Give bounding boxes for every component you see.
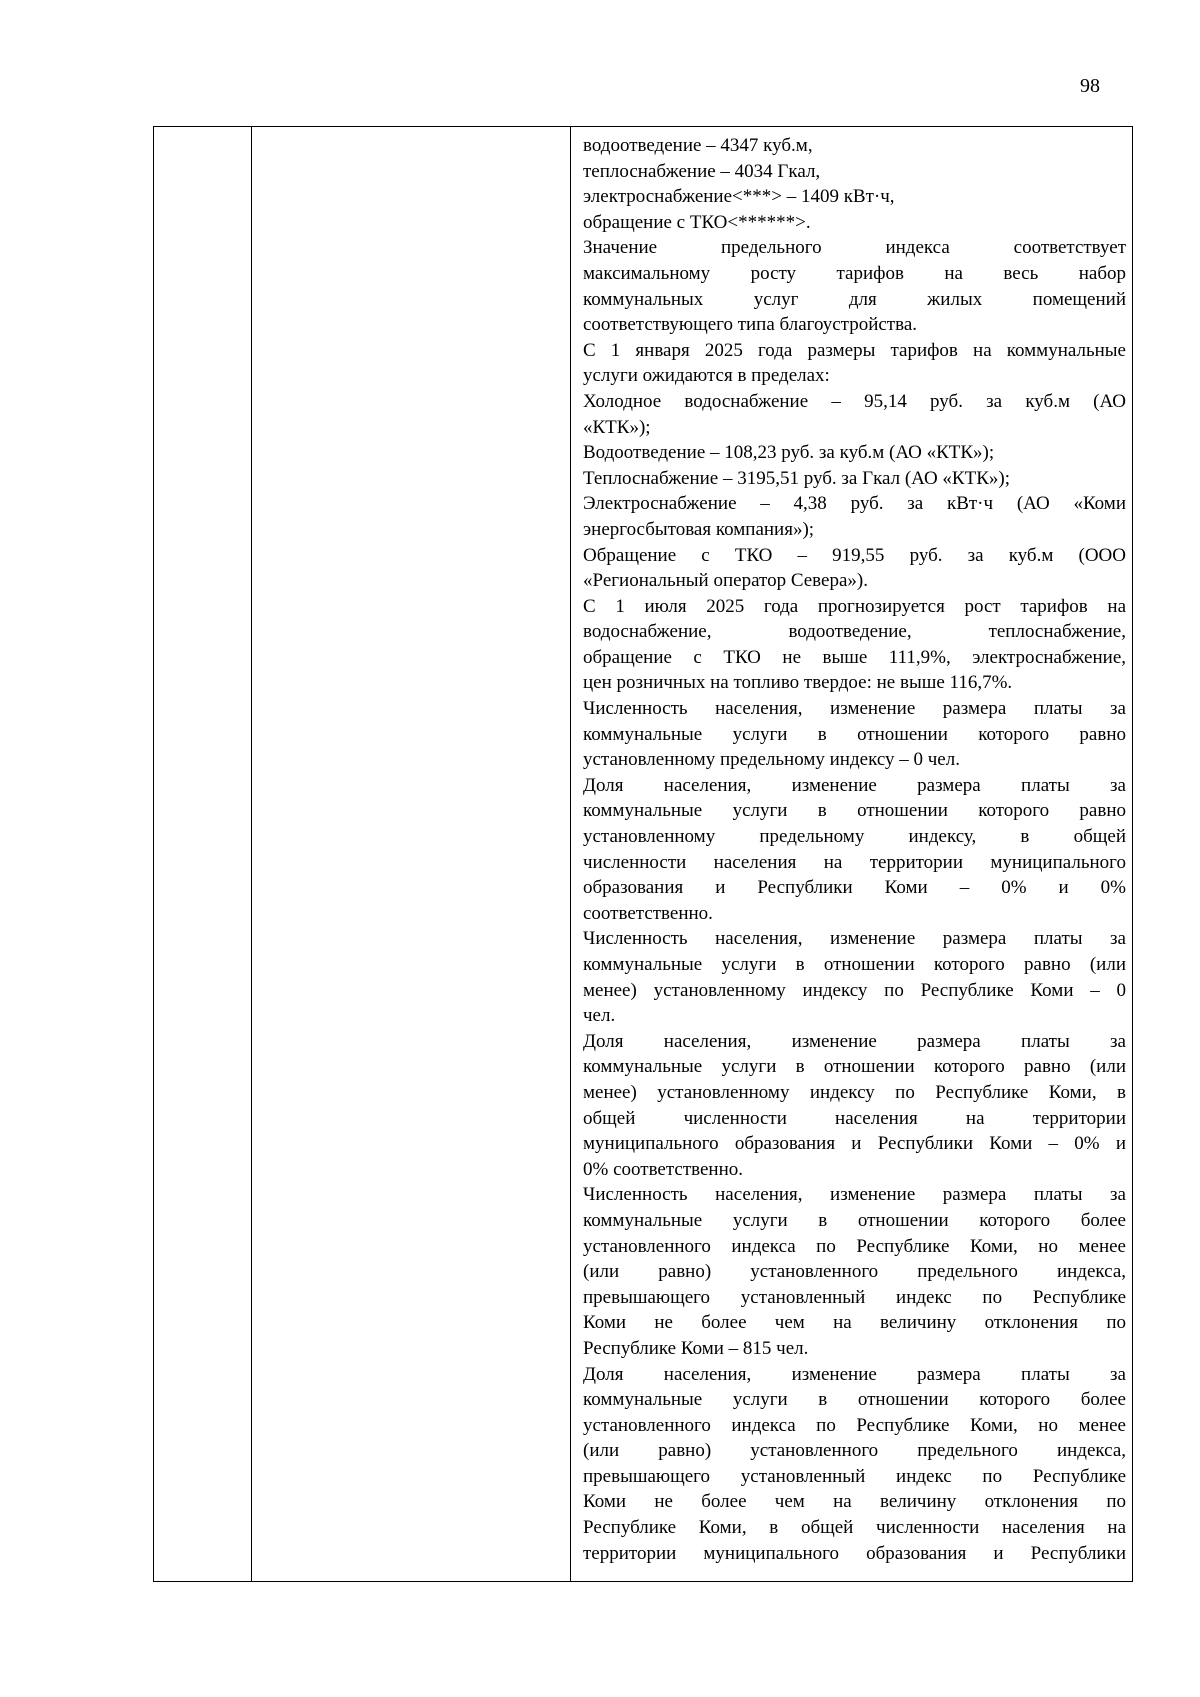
text-line: услуги ожидаются в пределах: [583,365,830,387]
text-line: энергосбытовая компания»); [583,518,815,540]
text-line: Численность населения, изменение размера платы за [583,698,1126,720]
text-line: обращение с ТКО<******>. [583,211,811,233]
text-line: коммунальных услуг для жилых помещений [583,288,1126,310]
text-line: соответственно. [583,902,713,924]
text-line: менее) установленному индексу по Республике Коми, в [583,1081,1126,1103]
text-line: муниципального образования и Республики Коми – 0% и [583,1133,1126,1155]
text-line: Коми не более чем на величину отклонения по [583,1491,1126,1513]
text-line: «КТК»); [583,416,651,438]
text-line: общей численности населения на территории [583,1107,1126,1129]
text-line: превышающего установленный индекс по Республике [583,1465,1126,1487]
text-line: Водоотведение – 108,23 руб. за куб.м (АО «КТК»); [583,442,995,464]
text-line: установленного индекса по Республике Коми, но менее [583,1414,1126,1436]
document-table [153,126,1133,1582]
text-line: Численность населения, изменение размера платы за [583,928,1126,950]
text-line: Обращение с ТКО – 919,55 руб. за куб.м (ООО [583,544,1126,566]
table-cell-index [154,127,252,1582]
text-line: С 1 июля 2025 года прогнозируется рост тарифов на [583,595,1126,617]
text-line: превышающего установленный индекс по Республике [583,1286,1126,1308]
table-cell-description [571,127,1133,1582]
text-line: водоотведение – 4347 куб.м, [583,135,813,156]
text-line: максимальному росту тарифов на весь набор [583,262,1126,284]
text-line: водоснабжение, водоотведение, теплоснабжение, [583,621,1126,643]
text-line: Электроснабжение – 4,38 руб. за кВт·ч (АО «Коми [583,493,1126,515]
text-line: 0% соответственно. [583,1158,744,1180]
text-line: Доля населения, изменение размера платы за [583,1030,1126,1052]
text-line: обращение с ТКО не выше 111,9%, электроснабжение, [583,646,1126,668]
text-line: соответствующего типа благоустройства. [583,314,918,336]
text-line: коммунальные услуги в отношении которого более [583,1389,1126,1411]
text-line: численности населения на территории муниципального [583,851,1126,873]
text-line: установленному предельному индексу – 0 чел. [583,749,960,771]
cell-text-block [571,127,1132,1581]
text-line: Республике Коми, в общей численности населения на [583,1517,1126,1539]
text-line: Теплоснабжение – 3195,51 руб. за Гкал (АО «КТК»); [583,467,1010,489]
text-line: цен розничных на топливо твердое: не выше 116,7%. [583,672,1013,694]
text-line: территории муниципального образования и Республики [583,1542,1126,1564]
text-line: электроснабжение<***> – 1409 кВт·ч, [583,186,895,208]
text-line: (или равно) установленного предельного индекса, [583,1440,1126,1462]
text-line: коммунальные услуги в отношении которого равно [583,800,1126,822]
text-line: менее) установленному индексу по Республике Коми – 0 [583,979,1126,1001]
text-line: коммунальные услуги в отношении которого равно (или [583,1056,1126,1078]
text-line: теплоснабжение – 4034 Гкал, [583,160,821,182]
text-line: Республике Коми – 815 чел. [583,1337,809,1359]
text-line: Значение предельного индекса соответствует [583,237,1126,259]
text-line: Холодное водоснабжение – 95,14 руб. за куб.м (АО [583,390,1126,412]
text-line: Доля населения, изменение размера платы за [583,774,1126,796]
text-line: установленному предельному индексу, в общей [583,826,1126,848]
text-line: образования и Республики Коми – 0% и 0% [583,877,1126,899]
text-line: коммунальные услуги в отношении которого более [583,1209,1126,1231]
text-line: Численность населения, изменение размера платы за [583,1184,1126,1206]
table-cell-indicator [252,127,571,1582]
table-row [154,127,1133,1582]
text-line: Доля населения, изменение размера платы за [583,1363,1126,1385]
text-line: коммунальные услуги в отношении которого равно [583,723,1126,745]
text-line: Коми не более чем на величину отклонения по [583,1312,1126,1334]
text-line: чел. [583,1005,616,1027]
text-line: коммунальные услуги в отношении которого равно (или [583,954,1126,975]
text-line: (или равно) установленного предельного индекса, [583,1261,1126,1283]
text-line: С 1 января 2025 года размеры тарифов на коммунальные [583,339,1126,361]
text-line: установленного индекса по Республике Коми, но менее [583,1235,1126,1257]
page-number: 98 [1080,75,1100,97]
text-line: «Региональный оператор Севера»). [583,570,868,592]
